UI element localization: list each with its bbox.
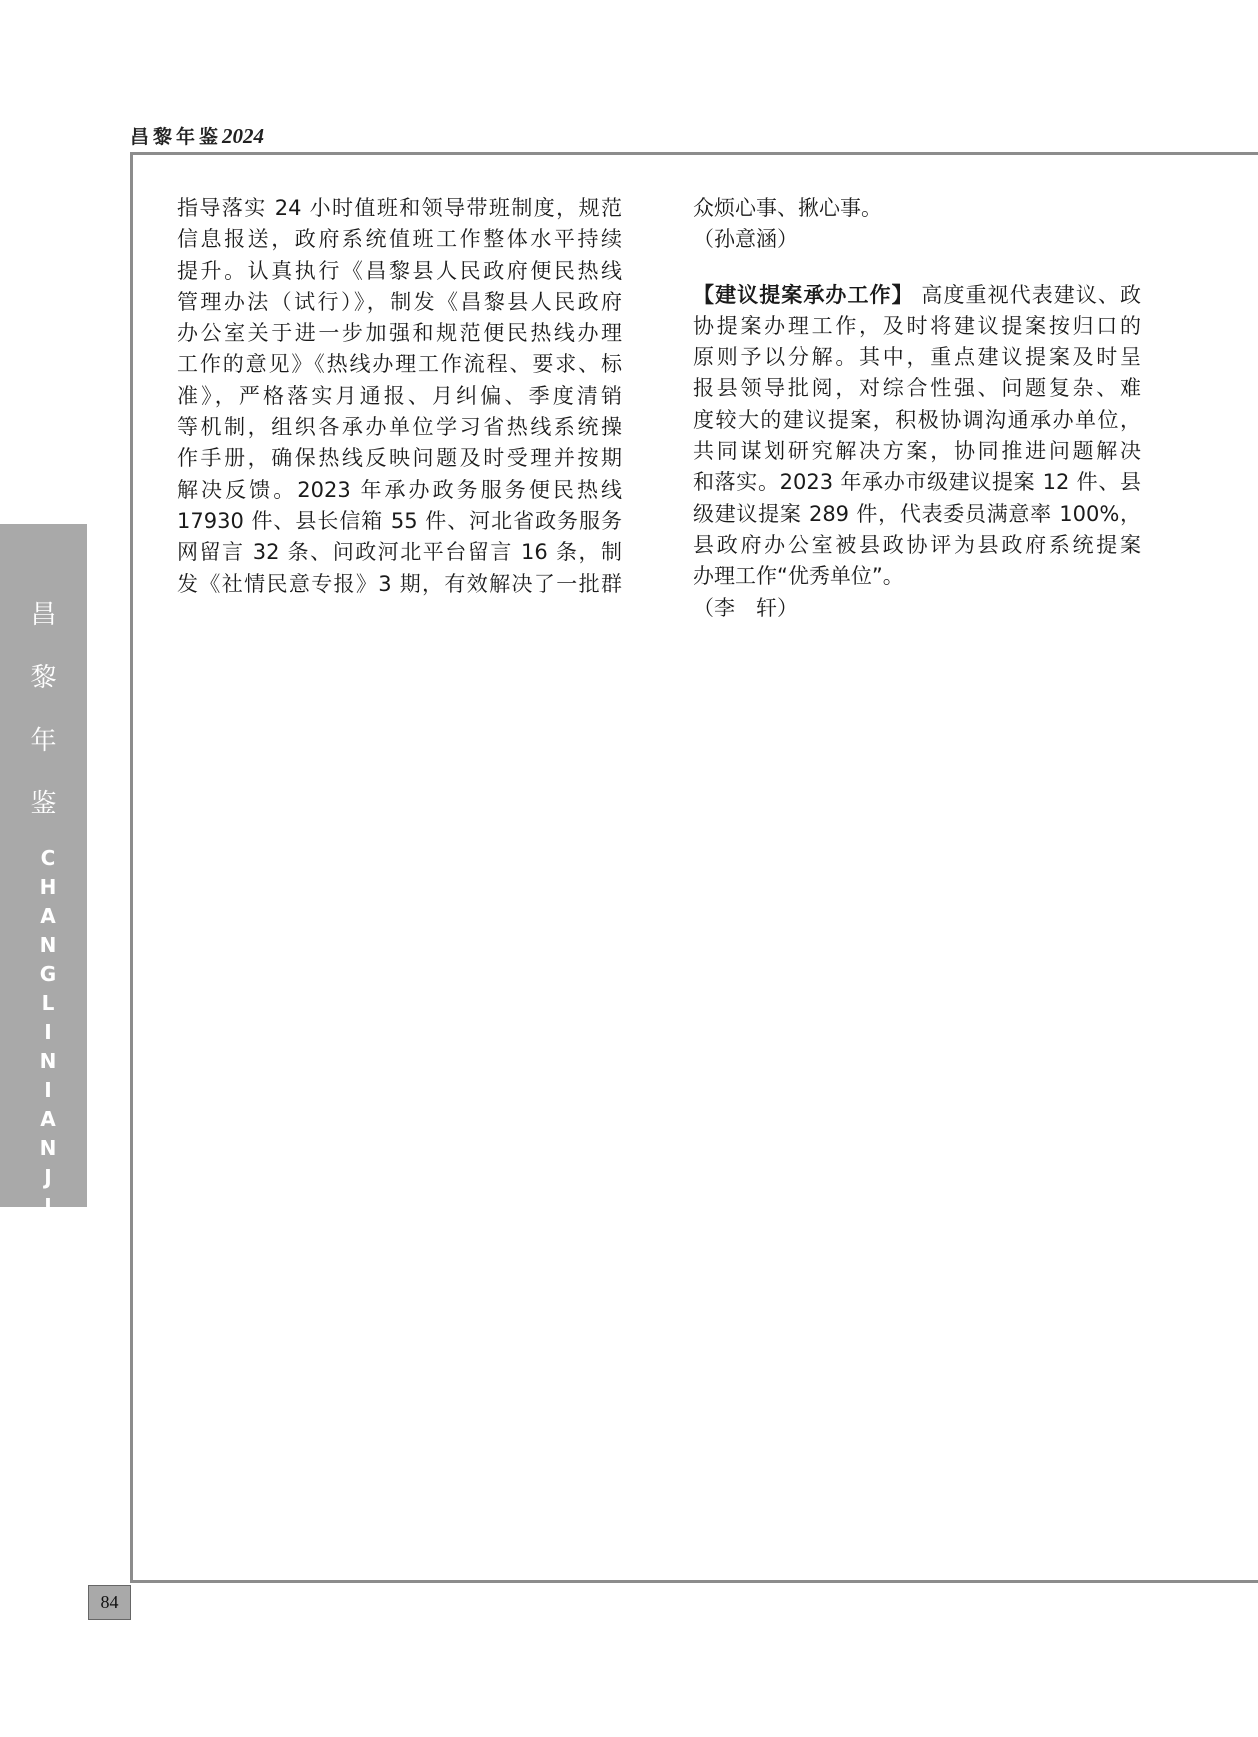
- body-line: 管理办法（试行）》，制发《昌黎县人民政府: [177, 289, 622, 314]
- body-line: 原则予以分解。其中，重点建议提案及时呈: [693, 345, 1141, 370]
- body-line: 共同谋划研究解决方案，协同推进问题解决: [693, 439, 1141, 464]
- body-line: 等机制，组织各承办单位学习省热线系统操: [177, 415, 622, 440]
- running-header: [130, 122, 264, 149]
- side-letter: N: [39, 1136, 57, 1160]
- section-heading: 【建议提案承办工作】: [693, 282, 914, 307]
- side-tab-pinyin: [28, 844, 68, 1279]
- side-char: 年: [30, 726, 57, 756]
- author-credit: （李 轩）: [693, 595, 798, 620]
- body-line: 工作的意见》《热线办理工作流程、要求、标: [177, 352, 622, 377]
- body-line: 准》，严格落实月通报、月纠偏、季度清销: [177, 383, 622, 408]
- header-title: 昌黎年鉴: [130, 126, 223, 148]
- author-credit: （孙意涵）: [693, 227, 798, 252]
- frame-bottom-rule: [130, 1580, 1258, 1583]
- side-letter: J: [44, 1165, 52, 1189]
- body-line: 解决反馈。2023 年承办政务服务便民热线: [177, 477, 622, 502]
- side-letter: I: [44, 1194, 52, 1218]
- side-letter: A: [40, 1223, 56, 1247]
- body-line: 县政府办公室被县政协评为县政府系统提案: [693, 532, 1141, 557]
- body-line: 协提案办理工作，及时将建议提案按归口的: [693, 313, 1141, 338]
- side-char: 鉴: [30, 789, 57, 819]
- side-letter: N: [39, 1049, 57, 1073]
- side-letter: L: [41, 991, 55, 1015]
- body-line: 信息报送，政府系统值班工作整体水平持续: [177, 227, 622, 252]
- body-line: 17930 件、县长信箱 55 件、河北省政务服务: [177, 508, 622, 533]
- body-line: 发《社情民意专报》3 期，有效解决了一批群: [177, 571, 622, 596]
- side-tab-chinese: [0, 584, 87, 836]
- body-line: 网留言 32 条、问政河北平台留言 16 条，制: [177, 540, 622, 565]
- paragraph-spacer: [693, 256, 1141, 280]
- body-line: 办公室关于进一步加强和规范便民热线办理: [177, 321, 622, 346]
- continuation-line: 众烦心事、揪心事。: [693, 196, 882, 220]
- body-line-fragment: 高度重视代表建议、政: [921, 282, 1141, 307]
- side-letter: N: [39, 933, 57, 957]
- side-letter: H: [39, 875, 57, 899]
- body-line: 和落实。2023 年承办市级建议提案 12 件、县: [693, 470, 1141, 495]
- side-tab: [0, 524, 87, 1276]
- right-column: [693, 193, 1141, 624]
- side-letter: G: [39, 962, 57, 986]
- frame-top-rule: [130, 152, 1258, 155]
- body-line: 度较大的建议提案，积极协调沟通承办单位，: [693, 407, 1141, 432]
- page-number: 84: [88, 1585, 131, 1620]
- side-letter: A: [40, 1107, 56, 1131]
- frame-left-rule: [130, 152, 133, 1582]
- side-letter: N: [39, 1252, 57, 1276]
- body-line: 提升。认真执行《昌黎县人民政府便民热线: [177, 258, 622, 283]
- side-letter: A: [40, 904, 56, 928]
- side-letter: I: [44, 1078, 52, 1102]
- side-letter: I: [44, 1020, 52, 1044]
- side-char: 昌: [30, 600, 57, 630]
- side-char: 黎: [30, 663, 57, 693]
- side-letter: C: [40, 846, 56, 870]
- body-line: 指导落实 24 小时值班和领导带班制度，规范: [177, 196, 622, 220]
- body-line: 作手册，确保热线反映问题及时受理并按期: [177, 446, 622, 471]
- body-line: 级建议提案 289 件，代表委员满意率 100%，: [693, 501, 1141, 526]
- section-first-line: [693, 280, 1141, 311]
- body-line: 办理工作“优秀单位”。: [693, 564, 904, 589]
- header-year: 2024: [222, 124, 265, 148]
- body-line: 报县领导批阅，对综合性强、问题复杂、难: [693, 376, 1141, 401]
- left-column: [177, 193, 622, 600]
